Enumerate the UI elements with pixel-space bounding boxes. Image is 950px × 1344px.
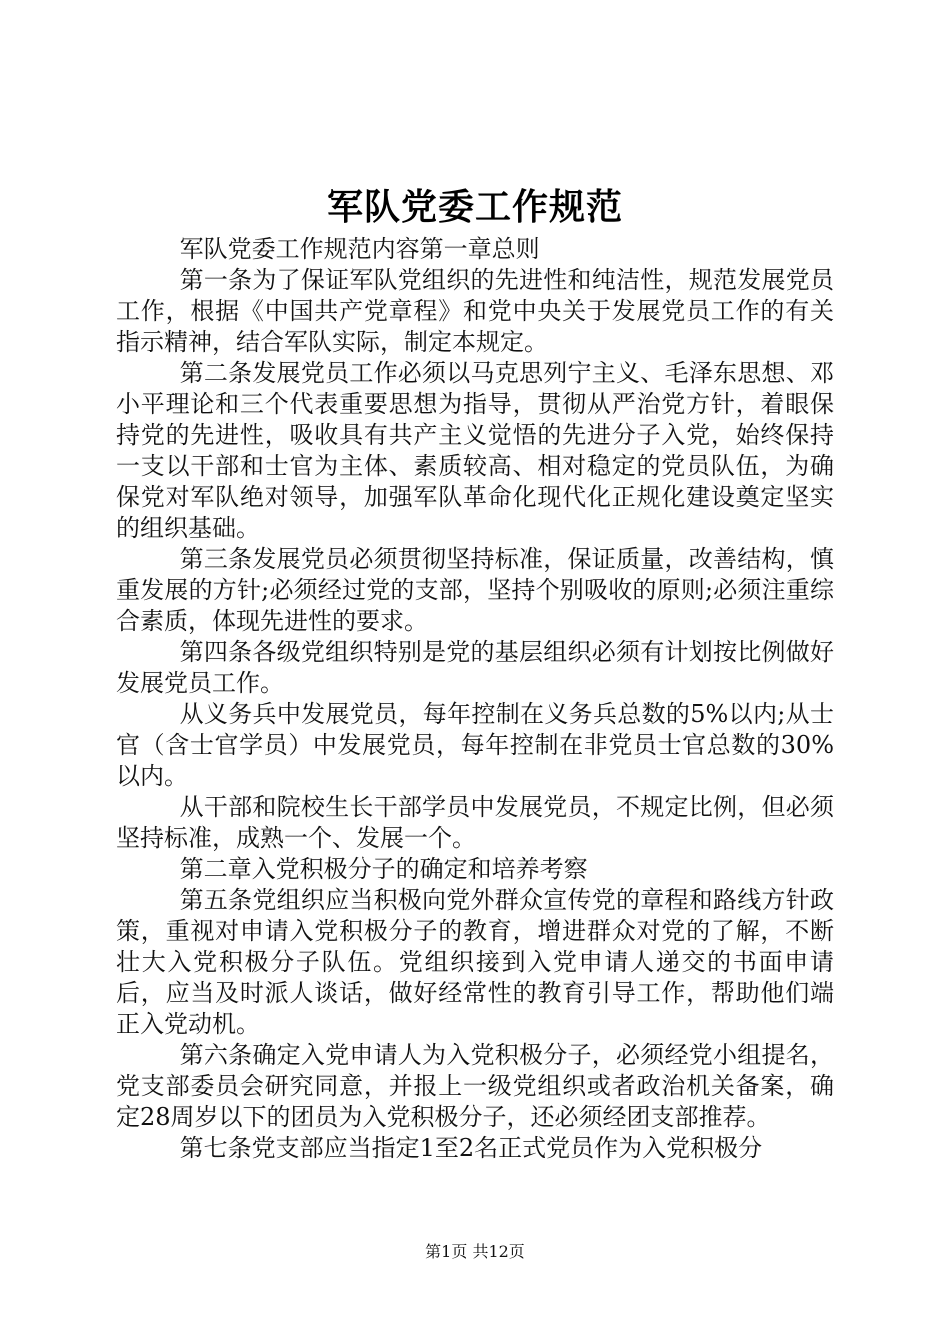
paragraph: 第七条党支部应当指定1至2名正式党员作为入党积极分 <box>179 1134 763 1162</box>
paragraph: 第五条党组织应当积极向党外群众宣传党的章程和路线方针政策，重视对申请入党积极分子的教育，增进群众对党的了解，不断壮大入党积极分子队伍。党组织接到入党申请人递交的书面申请后，应当及时派人谈话，做好经常性的教育引导工作，帮助他们端正入党动机。 <box>116 886 834 1038</box>
paragraph: 第二条发展党员工作必须以马克思列宁主义、毛泽东思想、邓小平理论和三个代表重要思想为指导，贯彻从严治党方针，着眼保持党的先进性，吸收具有共产主义觉悟的先进分子入党，始终保持一支以干部和士官为主体、素质较高、相对稳定的党员队伍，为确保党对军队绝对领导，加强军队革命化现代化正规化建设奠定坚实的组织基础。 <box>116 359 834 542</box>
paragraph: 从义务兵中发展党员，每年控制在义务兵总数的5%以内;从士官（含士官学员）中发展党员，每年控制在非党员士官总数的30%以内。 <box>116 700 834 790</box>
paragraph: 第一条为了保证军队党组织的先进性和纯洁性，规范发展党员工作，根据《中国共产党章程》和党中央关于发展党员工作的有关指示精神，结合军队实际，制定本规定。 <box>116 266 834 356</box>
paragraph: 军队党委工作规范内容第一章总则 <box>179 235 540 263</box>
paragraph: 第二章入党积极分子的确定和培养考察 <box>179 855 588 883</box>
document-body <box>116 234 834 1164</box>
paragraph: 第三条发展党员必须贯彻坚持标准，保证质量，改善结构，慎重发展的方针;必须经过党的支部，坚持个别吸收的原则;必须注重综合素质，体现先进性的要求。 <box>116 545 834 635</box>
paragraph: 第四条各级党组织特别是党的基层组织必须有计划按比例做好发展党员工作。 <box>116 638 834 697</box>
paragraph: 从干部和院校生长干部学员中发展党员，不规定比例，但必须坚持标准，成熟一个、发展一个。 <box>116 793 834 852</box>
paragraph: 第六条确定入党申请人为入党积极分子，必须经党小组提名，党支部委员会研究同意，并报上一级党组织或者政治机关备案，确定28周岁以下的团员为入党积极分子，还必须经团支部推荐。 <box>116 1041 834 1131</box>
document-title: 军队党委工作规范 <box>326 186 623 228</box>
page-footer: 第1页 共12页 <box>425 1242 525 1261</box>
